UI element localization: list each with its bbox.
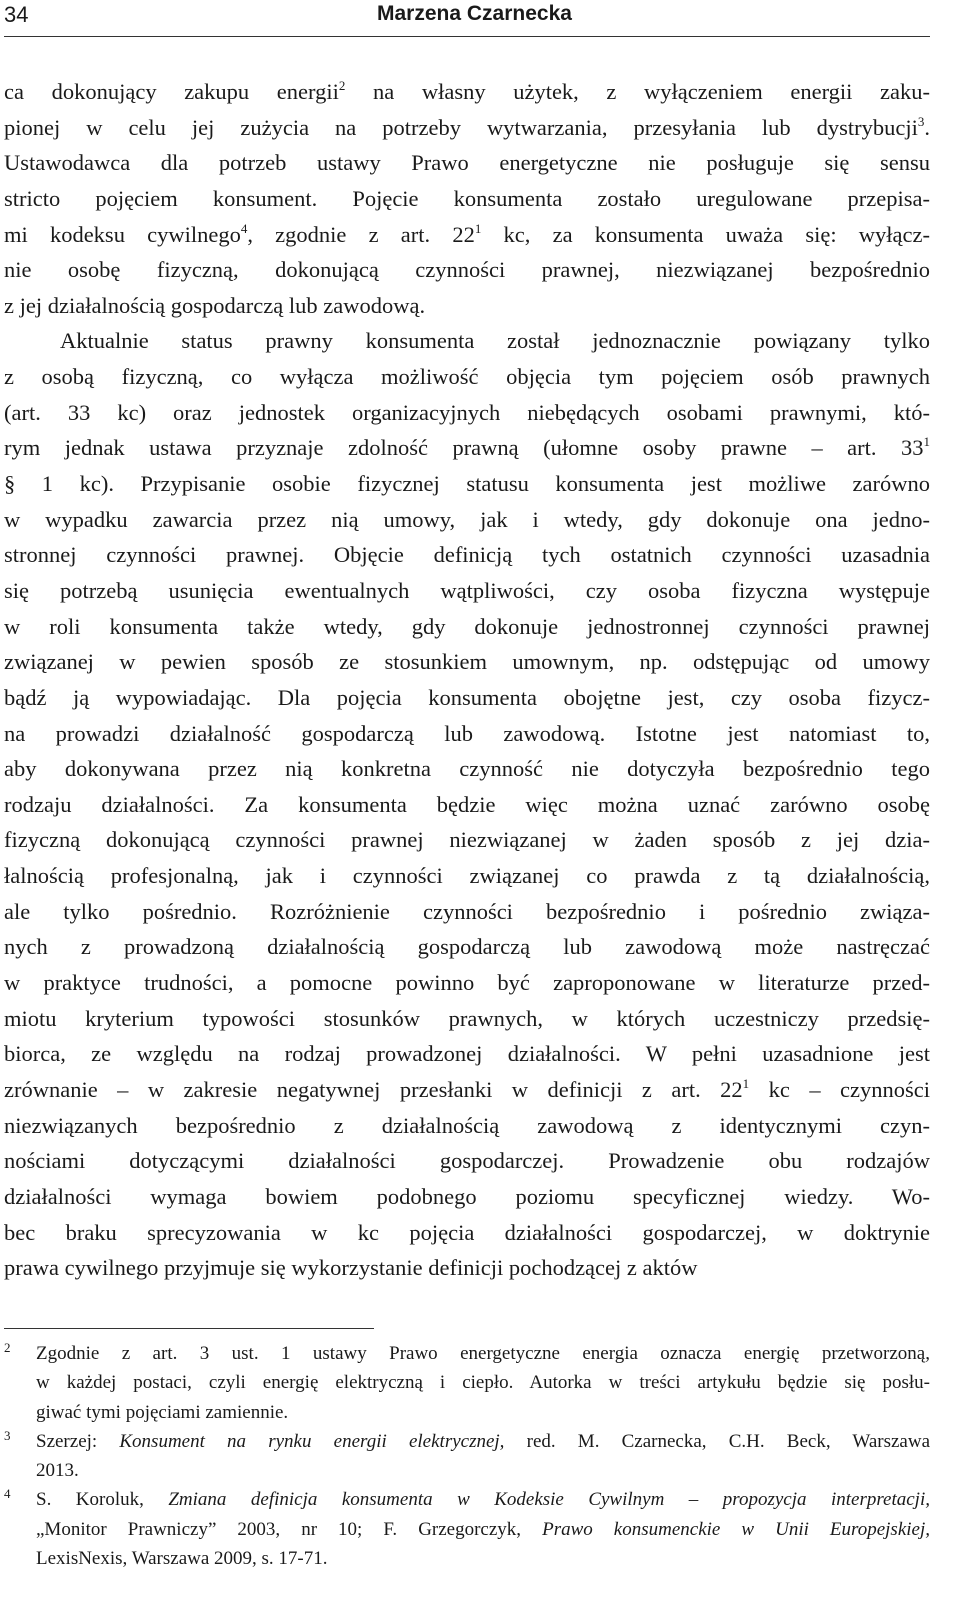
paragraph-2 bbox=[4, 323, 930, 1285]
footnote-line bbox=[36, 1515, 930, 1544]
text-run: się potrzebą usunięcia ewentualnych wątpliwości, czy osoba fizyczna występuje bbox=[4, 577, 930, 603]
text-line bbox=[4, 787, 930, 823]
text-run: mi kodeksu cywilnego bbox=[4, 221, 241, 247]
footnote-number: 3 bbox=[4, 1427, 11, 1443]
text-run: na prowadzi działalność gospodarczą lub zawodową. Istotne jest natomiast to, bbox=[4, 720, 930, 746]
text-run: w praktyce trudności, a pomocne powinno być zaproponowane w literaturze przed- bbox=[4, 970, 930, 996]
text-line bbox=[4, 751, 930, 787]
text-line bbox=[4, 430, 930, 466]
text-run: pionej w celu jej zużycia na potrzeby wytwarzania, przesyłania lub dystrybucji bbox=[4, 114, 918, 140]
text-line bbox=[4, 252, 930, 288]
text-run: bądź ją wypowiadając. Dla pojęcia konsumenta obojętne jest, czy osoba fizycz- bbox=[4, 684, 930, 710]
text-line bbox=[4, 894, 930, 930]
text-run: działalności wymaga bowiem podobnego poziomu specyficznej wiedzy. Wo- bbox=[4, 1183, 930, 1209]
footnote-line bbox=[36, 1427, 930, 1456]
text-line bbox=[4, 573, 930, 609]
text-line bbox=[4, 1108, 930, 1144]
text-line bbox=[4, 110, 930, 146]
text-run: ale tylko pośrednio. Rozróżnienie czynności bezpośrednio i pośrednio związa- bbox=[4, 898, 930, 924]
text-line bbox=[4, 145, 930, 181]
text-run: , zgodnie z art. 22 bbox=[247, 221, 475, 247]
footnote bbox=[4, 1339, 930, 1427]
text-run: stronnej czynności prawnej. Objęcie definicją tych ostatnich czynności uzasadnia bbox=[4, 542, 930, 568]
text-line bbox=[4, 609, 930, 645]
text-line bbox=[4, 288, 930, 324]
body-text bbox=[4, 74, 930, 1286]
text-line bbox=[4, 858, 930, 894]
footnote-line bbox=[36, 1456, 930, 1485]
text-run: związanej w pewien sposób ze stosunkiem umownym, np. odstępując od umowy bbox=[4, 649, 930, 675]
text-run: prawa cywilnego przyjmuje się wykorzystanie definicji pochodzącej z aktów bbox=[4, 1255, 698, 1281]
text-run: w roli konsumenta także wtedy, gdy dokonuje jednostronnej czynności prawnej bbox=[4, 613, 930, 639]
text-run: aby dokonywana przez nią konkretna czynność nie dotyczyła bezpośrednio tego bbox=[4, 756, 930, 782]
footnote-line bbox=[36, 1339, 930, 1368]
text-run: z jej działalnością gospodarczą lub zawodową. bbox=[4, 292, 426, 318]
text-line bbox=[4, 217, 930, 253]
text-line bbox=[4, 1072, 930, 1108]
footnote-ref: 4 bbox=[240, 220, 248, 236]
text-run: Aktualnie status prawny konsumenta został jednoznacznie powiązany tylko bbox=[60, 328, 930, 354]
text-run: Ustawodawca dla potrzeb ustawy Prawo energetyczne nie posługuje się sensu bbox=[4, 150, 930, 176]
text-line bbox=[4, 359, 930, 395]
text-line bbox=[4, 74, 930, 110]
footnote bbox=[4, 1485, 930, 1573]
footnotes bbox=[4, 1339, 930, 1573]
text-run: biorca, ze względu na rodzaj prowadzonej działalności. W pełni uzasadnione jest bbox=[4, 1041, 930, 1067]
text-run: § 1 kc). Przypisanie osobie fizycznej statusu konsumenta jest możliwe zarówno bbox=[4, 471, 930, 497]
text-run: (art. 33 kc) oraz jednostek organizacyjnych niebędących osobami prawnymi, któ- bbox=[4, 399, 930, 425]
page-number: 34 bbox=[4, 2, 29, 27]
text-run: nościami dotyczącymi działalności gospodarczej. Prowadzenie obu rodzajów bbox=[4, 1148, 930, 1174]
text-run: S. Koroluk, bbox=[36, 1489, 169, 1511]
footnote-ref: 1 bbox=[742, 1075, 750, 1091]
italic-title: Prawo konsumenckie w Unii Europejskiej, bbox=[542, 1518, 930, 1540]
text-run: rym jednak ustawa przyznaje zdolność prawną (ułomne osoby prawne – art. 33 bbox=[4, 435, 924, 461]
footnote-line bbox=[36, 1544, 930, 1573]
text-line bbox=[4, 537, 930, 573]
text-run: miotu kryterium typowości stosunków prawnych, w których uczestniczy przedsię- bbox=[4, 1005, 930, 1031]
text-run: na własny użytek, z wyłączeniem energii zaku- bbox=[345, 79, 931, 104]
text-run: Szerzej: bbox=[36, 1430, 120, 1452]
text-run: kc, za konsumenta uważa się: wyłącz- bbox=[481, 221, 930, 247]
text-run: red. M. Czarnecka, C.H. Beck, Warszawa bbox=[504, 1430, 930, 1452]
footnote bbox=[4, 1427, 930, 1486]
text-line bbox=[4, 929, 930, 965]
text-line bbox=[4, 716, 930, 752]
text-line bbox=[4, 965, 930, 1001]
running-head-author: Marzena Czarnecka bbox=[377, 2, 572, 25]
text-line bbox=[4, 1250, 930, 1286]
text-line bbox=[4, 181, 930, 217]
text-line bbox=[4, 1143, 930, 1179]
text-run: bec braku sprecyzowania w kc pojęcia działalności gospodarczej, w doktrynie bbox=[4, 1219, 930, 1245]
text-run: nych z prowadzoną działalnością gospodarczą lub zawodową może nastręczać bbox=[4, 934, 930, 960]
text-run: niezwiązanych bezpośrednio z działalnością zawodową z identycznymi czyn- bbox=[4, 1112, 930, 1138]
footnote-line bbox=[36, 1398, 930, 1427]
text-line bbox=[4, 1036, 930, 1072]
text-line bbox=[4, 644, 930, 680]
text-run: „Monitor Prawniczy” 2003, nr 10; F. Grzegorczyk, bbox=[36, 1518, 543, 1540]
text-line bbox=[4, 1179, 930, 1215]
page-header bbox=[4, 0, 930, 37]
footnote-separator bbox=[4, 1328, 374, 1329]
text-run: stricto pojęciem konsument. Pojęcie konsumenta zostało uregulowane przepisa- bbox=[4, 185, 930, 211]
text-run: zrównanie – w zakresie negatywnej przesłanki w definicji z art. 22 bbox=[4, 1076, 743, 1102]
italic-title: Konsument na rynku energii elektrycznej, bbox=[119, 1430, 505, 1452]
text-run: łalnością profesjonalną, jak i czynności związanej co prawda z tą działalnością, bbox=[4, 863, 930, 889]
paragraph-1 bbox=[4, 74, 930, 323]
text-run: giwać tymi pojęciami zamiennie. bbox=[36, 1401, 289, 1423]
text-run: 2013. bbox=[36, 1460, 79, 1482]
text-line bbox=[4, 323, 930, 359]
text-run: . bbox=[924, 114, 930, 140]
text-run: rodzaju działalności. Za konsumenta będzie więc można uznać zarówno osobę bbox=[4, 791, 930, 817]
text-run: fizyczną dokonującą czynności prawnej niezwiązanej w żaden sposób z jej dzia- bbox=[4, 827, 930, 853]
text-run: ca dokonujący zakupu energii bbox=[4, 79, 339, 104]
text-line bbox=[4, 680, 930, 716]
footnote-ref: 3 bbox=[917, 113, 925, 129]
text-line bbox=[4, 466, 930, 502]
footnote-ref: 1 bbox=[923, 434, 930, 450]
text-line bbox=[4, 1001, 930, 1037]
text-run: Zgodnie z art. 3 ust. 1 ustawy Prawo energetyczne energia oznacza energię przetworzoną, bbox=[36, 1343, 930, 1364]
text-run: nie osobę fizyczną, dokonującą czynności prawnej, niezwiązanej bezpośrednio bbox=[4, 257, 930, 283]
footnote-ref: 1 bbox=[474, 220, 482, 236]
footnote-ref: 2 bbox=[338, 78, 346, 93]
text-run: z osobą fizyczną, co wyłącza możliwość objęcia tym pojęciem osób prawnych bbox=[4, 364, 930, 390]
footnote-number: 4 bbox=[4, 1486, 11, 1502]
text-line bbox=[4, 395, 930, 431]
text-line bbox=[4, 822, 930, 858]
text-run: LexisNexis, Warszawa 2009, s. 17-71. bbox=[36, 1548, 328, 1570]
footnote-line bbox=[36, 1485, 930, 1514]
footnote-line bbox=[36, 1368, 930, 1397]
text-run: w wypadku zawarcia przez nią umowy, jak i wtedy, gdy dokonuje ona jedno- bbox=[4, 506, 930, 532]
text-line bbox=[4, 1215, 930, 1251]
italic-title: Zmiana definicja konsumenta w Kodeksie Cywilnym – propozycja interpretacji, bbox=[168, 1489, 930, 1511]
text-run: kc – czynności bbox=[749, 1076, 930, 1102]
footnote-number: 2 bbox=[4, 1340, 11, 1355]
text-line bbox=[4, 502, 930, 538]
text-run: w każdej postaci, czyli energię elektryczną i ciepło. Autorka w treści artykułu będzie się posłu- bbox=[36, 1372, 930, 1394]
